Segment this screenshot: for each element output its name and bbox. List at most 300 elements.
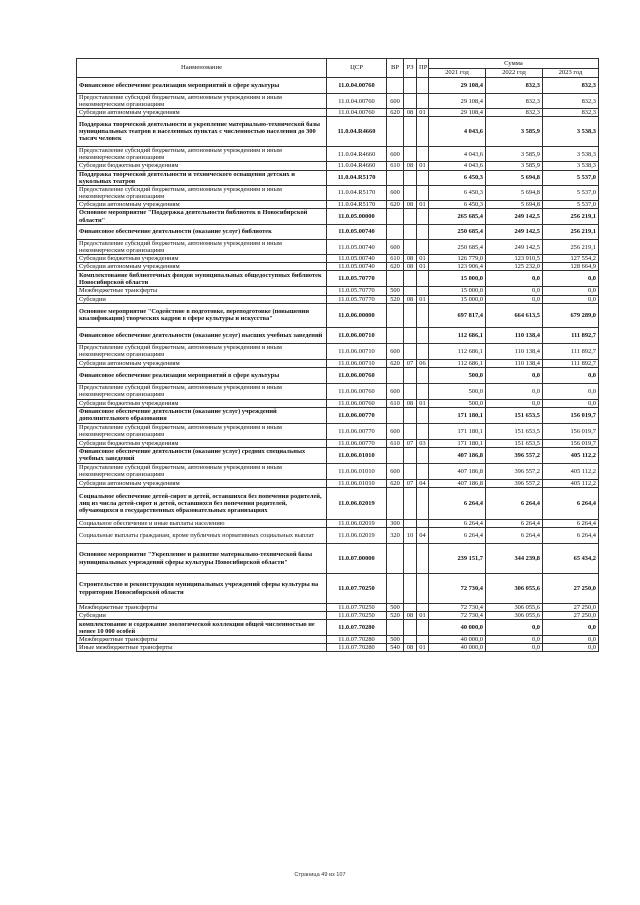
cell-csr: 11.0.04.R4660 xyxy=(327,147,387,162)
cell-name: Субсидии автономным учреждениям xyxy=(77,200,327,208)
cell-name: Финансовое обеспечение деятельности (оказание услуг) средних специальных учебных заведений xyxy=(77,447,327,463)
cell-rz xyxy=(404,240,417,255)
cell-csr: 11.0.05.70770 xyxy=(327,271,387,287)
cell-name: Субсидии автономным учреждениям xyxy=(77,109,327,117)
cell-name: комплектование и содержание зоологической коллекции общей численностью не менее 10 000 особей xyxy=(77,620,327,636)
table-row xyxy=(77,117,599,147)
cell-2021: 40 000,0 xyxy=(429,636,486,644)
cell-2023: 0,0 xyxy=(543,644,599,652)
cell-csr: 11.0.04.R5170 xyxy=(327,200,387,208)
cell-rz xyxy=(404,271,417,287)
cell-2021: 72 730,4 xyxy=(429,604,486,612)
table-row xyxy=(77,78,599,94)
cell-rz: 08 xyxy=(404,162,417,170)
header-pr: ПР xyxy=(417,59,429,78)
table-row xyxy=(77,636,599,644)
cell-vr xyxy=(387,367,404,383)
cell-name: Социальное обеспечение детей-сирот и детей, оставшихся без попечения родителей, лиц из числа детей-сирот и детей, оставшихся без попечения родителей, обучающихся в государственных образовательных организациях xyxy=(77,487,327,519)
cell-name: Основное мероприятие "Поддержка деятельности библиотек в Новосибирской области" xyxy=(77,209,327,225)
cell-name: Комплектование библиотечных фондов муниципальных общедоступных библиотек Новосибирской области xyxy=(77,271,327,287)
cell-csr: 11.0.07.70280 xyxy=(327,636,387,644)
cell-2022: 151 653,5 xyxy=(486,439,543,447)
cell-2021: 15 000,0 xyxy=(429,271,486,287)
cell-csr: 11.0.06.00770 xyxy=(327,439,387,447)
cell-name: Предоставление субсидий бюджетным, автономным учреждениям и иным некоммерческим организациям xyxy=(77,185,327,200)
cell-vr: 600 xyxy=(387,185,404,200)
cell-2023: 27 250,0 xyxy=(543,612,599,620)
cell-csr: 11.0.06.02019 xyxy=(327,487,387,519)
cell-2023: 156 019,7 xyxy=(543,423,599,439)
cell-pr xyxy=(417,636,429,644)
cell-vr: 500 xyxy=(387,636,404,644)
table-row xyxy=(77,327,599,343)
cell-name: Предоставление субсидий бюджетным, автономным учреждениям и иным некоммерческим организациям xyxy=(77,383,327,399)
cell-vr: 520 xyxy=(387,295,404,303)
table-row xyxy=(77,620,599,636)
cell-vr xyxy=(387,327,404,343)
cell-2023: 0,0 xyxy=(543,399,599,407)
cell-2023: 405 112,2 xyxy=(543,463,599,479)
cell-vr: 620 xyxy=(387,200,404,208)
cell-pr xyxy=(417,117,429,147)
cell-2023: 3 538,3 xyxy=(543,162,599,170)
cell-name: Предоставление субсидий бюджетным, автономным учреждениям и иным некоммерческим организациям xyxy=(77,240,327,255)
cell-csr: 11.0.05.00740 xyxy=(327,240,387,255)
cell-name: Предоставление субсидий бюджетным, автономным учреждениям и иным некоммерческим организациям xyxy=(77,147,327,162)
cell-2023: 127 554,2 xyxy=(543,255,599,263)
cell-2022: 125 232,0 xyxy=(486,263,543,271)
table-row xyxy=(77,271,599,287)
cell-2023: 0,0 xyxy=(543,367,599,383)
table-row xyxy=(77,170,599,185)
cell-rz xyxy=(404,147,417,162)
cell-2022: 0,0 xyxy=(486,620,543,636)
cell-2021: 4 043,6 xyxy=(429,162,486,170)
cell-2023: 832,3 xyxy=(543,94,599,109)
cell-csr: 11.0.05.00000 xyxy=(327,209,387,225)
cell-vr xyxy=(387,544,404,574)
budget-table xyxy=(76,58,599,652)
cell-2021: 112 686,1 xyxy=(429,327,486,343)
cell-csr: 11.0.04.R5170 xyxy=(327,170,387,185)
cell-2023: 0,0 xyxy=(543,620,599,636)
cell-pr: 01 xyxy=(417,612,429,620)
cell-csr: 11.0.07.70250 xyxy=(327,612,387,620)
cell-pr xyxy=(417,487,429,519)
cell-vr: 600 xyxy=(387,383,404,399)
cell-2022: 151 653,5 xyxy=(486,423,543,439)
cell-2021: 112 686,1 xyxy=(429,343,486,359)
cell-vr: 620 xyxy=(387,109,404,117)
cell-vr: 620 xyxy=(387,359,404,367)
cell-2022: 6 264,4 xyxy=(486,487,543,519)
cell-rz xyxy=(404,287,417,295)
cell-2023: 111 892,7 xyxy=(543,343,599,359)
cell-2022: 396 557,2 xyxy=(486,479,543,487)
cell-rz: 07 xyxy=(404,439,417,447)
cell-name: Финансовое обеспечение реализации мероприятий в сфере культуры xyxy=(77,78,327,94)
cell-rz xyxy=(404,303,417,327)
cell-2023: 0,0 xyxy=(543,287,599,295)
cell-2021: 407 186,8 xyxy=(429,479,486,487)
cell-pr xyxy=(417,303,429,327)
cell-name: Межбюджетные трансферты xyxy=(77,604,327,612)
cell-pr xyxy=(417,78,429,94)
cell-pr: 03 xyxy=(417,439,429,447)
table-row xyxy=(77,487,599,519)
cell-csr: 11.0.07.00000 xyxy=(327,544,387,574)
cell-vr xyxy=(387,487,404,519)
cell-name: Межбюджетные трансферты xyxy=(77,287,327,295)
cell-2021: 407 186,8 xyxy=(429,463,486,479)
table-row xyxy=(77,287,599,295)
cell-vr: 600 xyxy=(387,463,404,479)
cell-pr: 01 xyxy=(417,255,429,263)
cell-pr xyxy=(417,240,429,255)
table-row xyxy=(77,359,599,367)
cell-pr xyxy=(417,604,429,612)
cell-vr xyxy=(387,117,404,147)
table-row xyxy=(77,447,599,463)
cell-pr: 01 xyxy=(417,200,429,208)
cell-vr: 500 xyxy=(387,604,404,612)
cell-2022: 3 585,9 xyxy=(486,147,543,162)
cell-2021: 112 686,1 xyxy=(429,359,486,367)
cell-csr: 11.0.07.70250 xyxy=(327,574,387,604)
cell-name: Социальные выплаты гражданам, кроме публичных нормативных социальных выплат xyxy=(77,528,327,544)
cell-name: Субсидии xyxy=(77,295,327,303)
cell-csr: 11.0.06.00710 xyxy=(327,359,387,367)
cell-2023: 256 219,1 xyxy=(543,240,599,255)
cell-rz xyxy=(404,367,417,383)
cell-2023: 111 892,7 xyxy=(543,359,599,367)
cell-2021: 171 180,1 xyxy=(429,423,486,439)
table-row xyxy=(77,383,599,399)
cell-name: Субсидии бюджетным учреждениям xyxy=(77,439,327,447)
cell-rz xyxy=(404,383,417,399)
table-header xyxy=(77,59,599,78)
cell-csr: 11.0.06.00710 xyxy=(327,327,387,343)
cell-pr: 01 xyxy=(417,162,429,170)
table-row xyxy=(77,644,599,652)
cell-rz xyxy=(404,423,417,439)
table-row xyxy=(77,303,599,327)
cell-2021: 250 685,4 xyxy=(429,240,486,255)
cell-vr: 320 xyxy=(387,528,404,544)
cell-2023: 3 538,3 xyxy=(543,117,599,147)
cell-2021: 500,0 xyxy=(429,383,486,399)
cell-csr: 11.0.06.00000 xyxy=(327,303,387,327)
cell-rz xyxy=(404,487,417,519)
cell-2022: 396 557,2 xyxy=(486,447,543,463)
cell-2022: 306 055,6 xyxy=(486,574,543,604)
cell-csr: 11.0.04.R4660 xyxy=(327,117,387,147)
cell-csr: 11.0.07.70280 xyxy=(327,620,387,636)
cell-2022: 6 264,4 xyxy=(486,519,543,527)
table-body xyxy=(77,78,599,652)
cell-2022: 110 138,4 xyxy=(486,343,543,359)
cell-pr xyxy=(417,423,429,439)
cell-2022: 396 557,2 xyxy=(486,463,543,479)
cell-2022: 306 055,6 xyxy=(486,604,543,612)
cell-2021: 171 180,1 xyxy=(429,439,486,447)
table-row xyxy=(77,295,599,303)
cell-2021: 15 000,0 xyxy=(429,287,486,295)
cell-2023: 5 537,0 xyxy=(543,185,599,200)
cell-2023: 0,0 xyxy=(543,383,599,399)
cell-vr xyxy=(387,303,404,327)
cell-name: Поддержка творческой деятельности и технического оснащения детских и кукольных театров xyxy=(77,170,327,185)
cell-2021: 15 000,0 xyxy=(429,295,486,303)
cell-name: Субсидии автономным учреждениям xyxy=(77,263,327,271)
cell-2022: 0,0 xyxy=(486,644,543,652)
table-row xyxy=(77,240,599,255)
table-row xyxy=(77,423,599,439)
cell-name: Предоставление субсидий бюджетным, автономным учреждениям и иным некоммерческим организациям xyxy=(77,343,327,359)
cell-rz: 08 xyxy=(404,263,417,271)
cell-2022: 0,0 xyxy=(486,271,543,287)
cell-vr: 610 xyxy=(387,162,404,170)
cell-vr: 600 xyxy=(387,147,404,162)
cell-csr: 11.0.06.00710 xyxy=(327,343,387,359)
cell-name: Межбюджетные трансферты xyxy=(77,636,327,644)
cell-pr xyxy=(417,209,429,225)
cell-pr xyxy=(417,620,429,636)
cell-vr: 600 xyxy=(387,240,404,255)
cell-vr: 540 xyxy=(387,644,404,652)
cell-name: Предоставление субсидий бюджетным, автономным учреждениям и иным некоммерческим организациям xyxy=(77,94,327,109)
budget-table-sheet xyxy=(76,58,598,652)
header-year-2021: 2021 год xyxy=(429,69,486,78)
cell-2021: 171 180,1 xyxy=(429,407,486,423)
cell-2023: 256 219,1 xyxy=(543,209,599,225)
cell-2023: 5 537,0 xyxy=(543,170,599,185)
cell-rz: 07 xyxy=(404,359,417,367)
cell-2021: 500,0 xyxy=(429,367,486,383)
cell-2021: 4 043,6 xyxy=(429,147,486,162)
table-row xyxy=(77,367,599,383)
cell-2022: 0,0 xyxy=(486,295,543,303)
cell-2023: 405 112,2 xyxy=(543,479,599,487)
cell-rz xyxy=(404,463,417,479)
cell-name: Финансовое обеспечение реализации мероприятий в сфере культуры xyxy=(77,367,327,383)
cell-2023: 3 538,3 xyxy=(543,147,599,162)
cell-name: Предоставление субсидий бюджетным, автономным учреждениям и иным некоммерческим организациям xyxy=(77,463,327,479)
cell-csr: 11.0.05.70770 xyxy=(327,287,387,295)
header-name: Наименование xyxy=(77,59,327,78)
cell-2023: 156 019,7 xyxy=(543,407,599,423)
cell-csr: 11.0.04.R5170 xyxy=(327,185,387,200)
cell-rz xyxy=(404,604,417,612)
cell-pr xyxy=(417,287,429,295)
header-vr: ВР xyxy=(387,59,404,78)
cell-pr: 01 xyxy=(417,399,429,407)
cell-pr xyxy=(417,185,429,200)
cell-2022: 3 585,9 xyxy=(486,162,543,170)
cell-2022: 0,0 xyxy=(486,399,543,407)
cell-2021: 6 264,4 xyxy=(429,519,486,527)
table-row xyxy=(77,604,599,612)
header-year-2023: 2023 год xyxy=(543,69,599,78)
cell-name: Иные межбюджетные трансферты xyxy=(77,644,327,652)
cell-2022: 0,0 xyxy=(486,636,543,644)
cell-vr: 610 xyxy=(387,255,404,263)
cell-rz xyxy=(404,343,417,359)
cell-2023: 156 019,7 xyxy=(543,439,599,447)
cell-2022: 110 138,4 xyxy=(486,327,543,343)
cell-vr xyxy=(387,447,404,463)
cell-2023: 679 289,0 xyxy=(543,303,599,327)
cell-pr: 04 xyxy=(417,479,429,487)
table-row xyxy=(77,343,599,359)
cell-2021: 239 151,7 xyxy=(429,544,486,574)
cell-rz xyxy=(404,170,417,185)
cell-2022: 832,3 xyxy=(486,109,543,117)
cell-pr xyxy=(417,463,429,479)
cell-csr: 11.0.06.00760 xyxy=(327,399,387,407)
cell-2021: 126 779,0 xyxy=(429,255,486,263)
header-csr: ЦСР xyxy=(327,59,387,78)
cell-csr: 11.0.04.00760 xyxy=(327,109,387,117)
cell-pr: 06 xyxy=(417,359,429,367)
cell-name: Субсидии автономным учреждениям xyxy=(77,479,327,487)
cell-rz xyxy=(404,636,417,644)
table-row xyxy=(77,407,599,423)
cell-pr xyxy=(417,147,429,162)
table-row xyxy=(77,544,599,574)
cell-pr xyxy=(417,94,429,109)
cell-pr xyxy=(417,447,429,463)
cell-pr xyxy=(417,407,429,423)
cell-rz xyxy=(404,327,417,343)
cell-csr: 11.0.04.00760 xyxy=(327,78,387,94)
cell-2022: 832,3 xyxy=(486,78,543,94)
cell-csr: 11.0.06.00770 xyxy=(327,423,387,439)
cell-csr: 11.0.06.02019 xyxy=(327,519,387,527)
table-row xyxy=(77,263,599,271)
table-row xyxy=(77,225,599,240)
cell-2022: 151 653,5 xyxy=(486,407,543,423)
cell-csr: 11.0.05.70770 xyxy=(327,295,387,303)
cell-2023: 6 264,4 xyxy=(543,519,599,527)
cell-pr: 01 xyxy=(417,295,429,303)
cell-2022: 0,0 xyxy=(486,383,543,399)
cell-2023: 27 250,0 xyxy=(543,574,599,604)
table-row xyxy=(77,479,599,487)
cell-2022: 249 142,5 xyxy=(486,240,543,255)
cell-pr xyxy=(417,383,429,399)
cell-2021: 407 186,8 xyxy=(429,447,486,463)
cell-2023: 6 264,4 xyxy=(543,487,599,519)
cell-2021: 6 264,4 xyxy=(429,487,486,519)
cell-vr: 600 xyxy=(387,343,404,359)
cell-pr xyxy=(417,271,429,287)
cell-2022: 3 585,9 xyxy=(486,117,543,147)
cell-2023: 832,3 xyxy=(543,109,599,117)
cell-csr: 11.0.06.02019 xyxy=(327,528,387,544)
cell-vr xyxy=(387,170,404,185)
cell-rz xyxy=(404,225,417,240)
cell-name: Финансовое обеспечение деятельности (оказание услуг) библиотек xyxy=(77,225,327,240)
cell-2021: 72 730,4 xyxy=(429,612,486,620)
cell-csr: 11.0.06.01010 xyxy=(327,447,387,463)
cell-2021: 697 817,4 xyxy=(429,303,486,327)
cell-2023: 0,0 xyxy=(543,295,599,303)
cell-pr xyxy=(417,170,429,185)
page-number: Страница 49 из 107 xyxy=(294,872,346,878)
cell-name: Финансовое обеспечение деятельности (оказание услуг) учреждений дополнительного образования xyxy=(77,407,327,423)
table-row xyxy=(77,209,599,225)
cell-2021: 500,0 xyxy=(429,399,486,407)
cell-pr: 04 xyxy=(417,528,429,544)
cell-2021: 40 000,0 xyxy=(429,620,486,636)
cell-2023: 6 264,4 xyxy=(543,528,599,544)
cell-csr: 11.0.05.00740 xyxy=(327,255,387,263)
cell-2021: 250 685,4 xyxy=(429,225,486,240)
cell-2022: 249 142,5 xyxy=(486,209,543,225)
cell-2022: 664 613,5 xyxy=(486,303,543,327)
cell-name: Субсидии бюджетным учреждениям xyxy=(77,162,327,170)
cell-csr: 11.0.06.00760 xyxy=(327,367,387,383)
cell-2022: 5 694,8 xyxy=(486,170,543,185)
table-row xyxy=(77,574,599,604)
cell-vr: 500 xyxy=(387,287,404,295)
table-row xyxy=(77,185,599,200)
cell-rz xyxy=(404,117,417,147)
cell-name: Субсидии автономным учреждениям xyxy=(77,359,327,367)
cell-rz: 08 xyxy=(404,200,417,208)
cell-pr: 01 xyxy=(417,263,429,271)
cell-name: Поддержка творческой деятельности и укрепление материально-технической базы муниципальных театров в населенных пунктах с численностью населения до 300 тысяч человек xyxy=(77,117,327,147)
table-row xyxy=(77,94,599,109)
cell-csr: 11.0.05.00740 xyxy=(327,225,387,240)
cell-2021: 29 108,4 xyxy=(429,78,486,94)
cell-vr: 600 xyxy=(387,423,404,439)
cell-vr: 600 xyxy=(387,94,404,109)
cell-2022: 5 694,8 xyxy=(486,200,543,208)
cell-2021: 29 108,4 xyxy=(429,94,486,109)
cell-2022: 6 264,4 xyxy=(486,528,543,544)
table-row xyxy=(77,147,599,162)
cell-pr xyxy=(417,519,429,527)
cell-vr xyxy=(387,271,404,287)
cell-csr: 11.0.04.00760 xyxy=(327,94,387,109)
cell-2021: 123 906,4 xyxy=(429,263,486,271)
cell-rz: 07 xyxy=(404,479,417,487)
cell-rz xyxy=(404,407,417,423)
cell-2022: 5 694,8 xyxy=(486,185,543,200)
cell-vr xyxy=(387,225,404,240)
cell-pr xyxy=(417,327,429,343)
cell-2023: 0,0 xyxy=(543,636,599,644)
cell-2022: 0,0 xyxy=(486,367,543,383)
cell-2023: 5 537,0 xyxy=(543,200,599,208)
cell-2021: 29 108,4 xyxy=(429,109,486,117)
header-rz: РЗ xyxy=(404,59,417,78)
cell-rz xyxy=(404,185,417,200)
cell-2023: 27 250,0 xyxy=(543,604,599,612)
cell-rz xyxy=(404,544,417,574)
cell-name: Субсидии бюджетным учреждениям xyxy=(77,399,327,407)
table-row xyxy=(77,519,599,527)
cell-csr: 11.0.07.70250 xyxy=(327,604,387,612)
cell-name: Социальное обеспечение и иные выплаты населению xyxy=(77,519,327,527)
cell-rz: 08 xyxy=(404,295,417,303)
cell-rz: 08 xyxy=(404,109,417,117)
cell-pr xyxy=(417,367,429,383)
cell-rz xyxy=(404,519,417,527)
cell-csr: 11.0.07.70280 xyxy=(327,644,387,652)
